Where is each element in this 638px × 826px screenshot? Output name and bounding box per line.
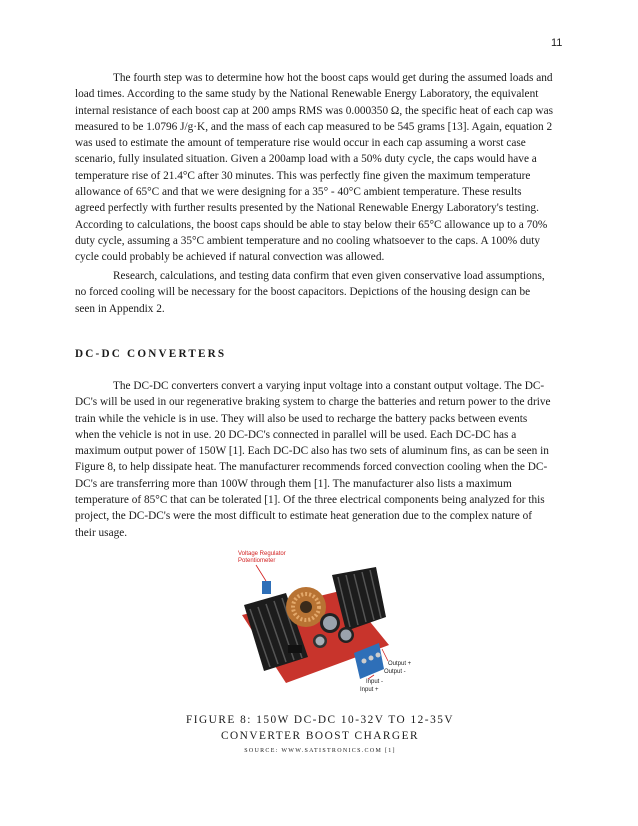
para-line: The DC-DC converters convert a varying input voltage into a constant output voltage. The DC- <box>113 380 545 392</box>
para-line: their usage. <box>75 526 128 539</box>
para-line: maximum output power of 150W [1]. Each DC-DC also has two sets of aluminum fins, as can be seen in <box>75 445 549 458</box>
figure-dc-dc-converter-photo <box>224 545 424 695</box>
para-line: temperature of 85°C that can be tolerated [1]. Of the three electrical components being analyzed for this <box>75 494 545 507</box>
label-voltage-regulator: Voltage Regulator <box>238 551 286 557</box>
para-line: temperature rise of 21.4°C after 30 minutes. This was perfectly fine given the maximum temperature <box>75 169 531 182</box>
para-line: scenario, fully insulated situation. Given a 200amp load with a 50% duty cycle, the caps would have a <box>75 153 537 166</box>
para-line: measured to be 1.0796 J/g·K, and the mass of each cap measured to be 545 grams [13]. Again, equation 2 <box>75 120 553 133</box>
toroid-inductor <box>286 587 326 627</box>
para-line: internal resistance of each boost cap at 200 amps RMS was 0.000350 Ω, the specific heat of each cap was <box>75 104 554 117</box>
caption-line-1: FIGURE 8: 150W DC-DC 10-32V TO 12-35V <box>185 714 455 726</box>
label-output-plus: Output + <box>388 661 412 667</box>
caption-line-2: CONVERTER BOOST CHARGER <box>220 730 420 742</box>
label-potentiometer: Potentiometer <box>238 558 276 564</box>
label-input-plus: Input + <box>360 687 379 693</box>
para-line: train while the vehicle is in use. They will also be used to recharge the battery packs between events <box>75 412 528 425</box>
para-line: The fourth step was to determine how hot the boost caps would get during the assumed loads and <box>113 72 553 84</box>
para-line: Research, calculations, and testing data confirm that even given conservative load assumptions, <box>113 270 545 282</box>
para-line: DC's are transferring more than 100W through them [1]. The manufacturer also lists a maximum <box>75 477 512 490</box>
para-line: no forced cooling will be necessary for the boost capacitors. Depictions of the housing design can be <box>75 286 531 299</box>
potentiometer <box>262 581 271 594</box>
ic-chip <box>288 645 302 653</box>
page-number: 11 <box>551 37 563 49</box>
para-line: seen in Appendix 2. <box>75 302 165 315</box>
para-line: DC's will be used in our regenerative braking system to charge the batteries and return power to the drive <box>75 396 551 409</box>
figure-source: SOURCE: WWW.SATISTRONICS.COM [1] <box>244 748 396 754</box>
figure-caption <box>150 712 490 744</box>
para-line: Figure 8, to help dissipate heat. The manufacturer recommends forced convection cooling when the DC- <box>75 461 548 474</box>
para-line: cycle could probably be achieved if natural convection was allowed. <box>75 251 385 264</box>
label-input-minus: Input - <box>366 679 384 685</box>
para-line: was used to estimate the amount of temperature rise would occur in each cap assuming a worst case <box>75 137 526 150</box>
pointer-output-plus <box>382 649 388 661</box>
para-line: According to calculations, the boost caps should be able to stay below their 65°C allowance up to a 70% <box>75 218 548 231</box>
para-line: allowance of 65°C and that we were designing for a 35° - 40°C ambient temperature. These results <box>75 186 522 199</box>
para-line: load times. According to the same study by the National Renewable Energy Laboratory, the equivalent <box>75 88 539 101</box>
label-output-minus: Output - <box>384 669 406 675</box>
para-line: when the vehicle is not in use. 20 DC-DC's connected in parallel will be used. Each DC-DC has a <box>75 428 517 441</box>
section-heading-dc-dc-converters: DC-DC CONVERTERS <box>75 348 227 360</box>
potentiometer-pointer <box>256 565 266 581</box>
para-line: project, the DC-DC's were the most difficult to estimate heat generation due to the complex nature of <box>75 510 533 523</box>
para-line: duty cycle, assuming a 35°C ambient temperature and no cooling whatsoever to the caps. A 100% duty <box>75 234 541 247</box>
paragraph-boost-caps-conclusion <box>75 268 565 317</box>
para-line: agreed perfectly with further results presented by the National Renewable Energy Laboratory's testing. <box>75 202 539 215</box>
paragraph-boost-caps-temperature <box>75 70 565 266</box>
paragraph-dc-dc-converters <box>75 378 565 541</box>
